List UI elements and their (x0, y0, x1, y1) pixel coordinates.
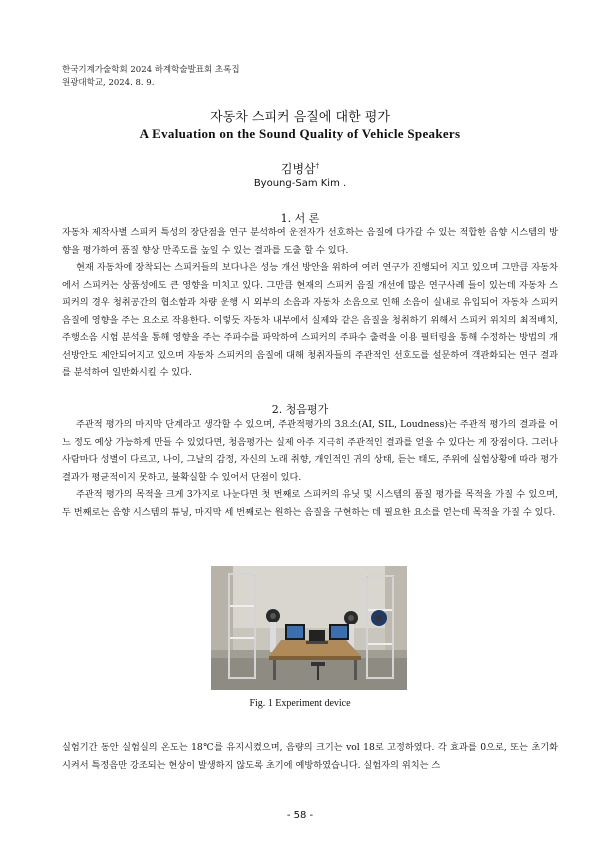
section-2-heading: 2. 청음평가 (271, 403, 329, 416)
conference-name: 한국기계가술학회 2024 하계학술발표회 초록집 (62, 65, 240, 75)
figure-caption: Fig. 1 Experiment device (249, 698, 351, 709)
author-name-english: Byoung-Sam Kim . (253, 178, 347, 189)
page-number: - 58 - (286, 810, 314, 821)
conference-header (62, 64, 240, 90)
section-2-paragraph-1: 주관적 평가의 마지막 단계라고 생각할 수 있으며, 주관적평가의 3요소(AI, SIL, Loudness)는 주관적 평가의 결과를 어느 정도 예상 가능하게 만들 수 있었다면, 청음평가는 실제 아주 지극히 주관적인 결과를 얻을 수 있다는 게 장점이다. 그러나 사람마다 성별이 다르고, 나이, 그날의 감정, 자신의 노래 취향, 개인적인 귀의 상태, 듣는 태도, 주위에 실험상황에 따라 평가결과가 평균적이지 못하고, 불확실할 수 있어서 단점이 있다. (62, 419, 558, 483)
section-1-heading: 1. 서 론 (280, 212, 320, 225)
author-name-korean (0, 160, 600, 177)
corresponding-author-mark: † (315, 162, 320, 170)
experiment-device-illustration (211, 566, 407, 690)
paper-title-korean: 자동차 스피커 음질에 대한 평가 (210, 110, 390, 125)
section-2-paragraph-2: 주관적 평가의 목적을 크게 3가지로 나눈다면 첫 번째로 스피커의 유닛 및 시스템의 품질 평가를 목적을 가질 수 있으며, 두 번째로는 음향 시스템의 튜닝, 마지막 세 번째로는 원하는 음질을 구현하는 데 필요한 요소를 얻는데 목적을 가질 수 있다. (62, 489, 558, 518)
section-1-paragraph-2: 현재 자동차에 장착되는 스피커들의 보다나은 성능 개선 방안을 위하여 여러 연구가 진행되어 지고 있으며 그만큼 자동차에서 스피커는 상품성에도 큰 영향을 미치고 있다. 그만큼 현재의 스피커 음질 개선에 많은 연구사례 들이 있는데 자동차 스피커의 경우 청취공간의 협소함과 차량 운행 시 외부의 소음과 자동차 소음으로 인해 소음이 실내로 유입되어 자동차 스피커 음질에 영향을 주는 요소로 작용한다. 이렇듯 자동차 내부에서 실제와 같은 음질을 청취하기 위해서 스피커 위치의 최적배치, 주행소음 시험 분석을 통해 영향을 주는 주파수를 파악하여 스피커의 주파수 출력을 이용 필터링을 통해 수정하는 방법의 개선방안도 제안되어지고 있으며 자동차 스피커의 음질에 대해 청취자들의 주관적인 선호도를 설문하여 객관화되는 연구 결과를 분석하여 일반화시킬 수 있다. (62, 262, 558, 378)
section-1-paragraph-1: 자동차 제작사별 스피커 특성의 장단점을 연구 분석하여 운전자가 선호하는 음질에 다가갈 수 있는 적합한 음향 시스템의 방향을 평가하여 품질 향상 만족도를 높일 수 있는 결과를 도출 할 수 있다. (62, 227, 558, 256)
section-3-body (62, 739, 558, 774)
conference-venue-date: 원광대학교, 2024. 8. 9. (62, 78, 155, 88)
author-name-text: 김병삼 (280, 162, 316, 176)
section-1-body (62, 224, 558, 382)
paper-title-english: A Evaluation on the Sound Quality of Vehicle Speakers (139, 126, 461, 141)
experiment-device-photo (211, 566, 407, 690)
section-2-body (62, 416, 558, 521)
section-3-paragraph: 실험기간 동안 실험실의 온도는 18℃를 유지시켰으며, 음량의 크기는 vol 18로 고정하였다. 각 효과를 0으로, 또는 초기화 시켜서 특정음만 강조되는 현상이 발생하지 않도록 초기에 예방하였습니다. 실험자의 위치는 스 (62, 742, 558, 771)
